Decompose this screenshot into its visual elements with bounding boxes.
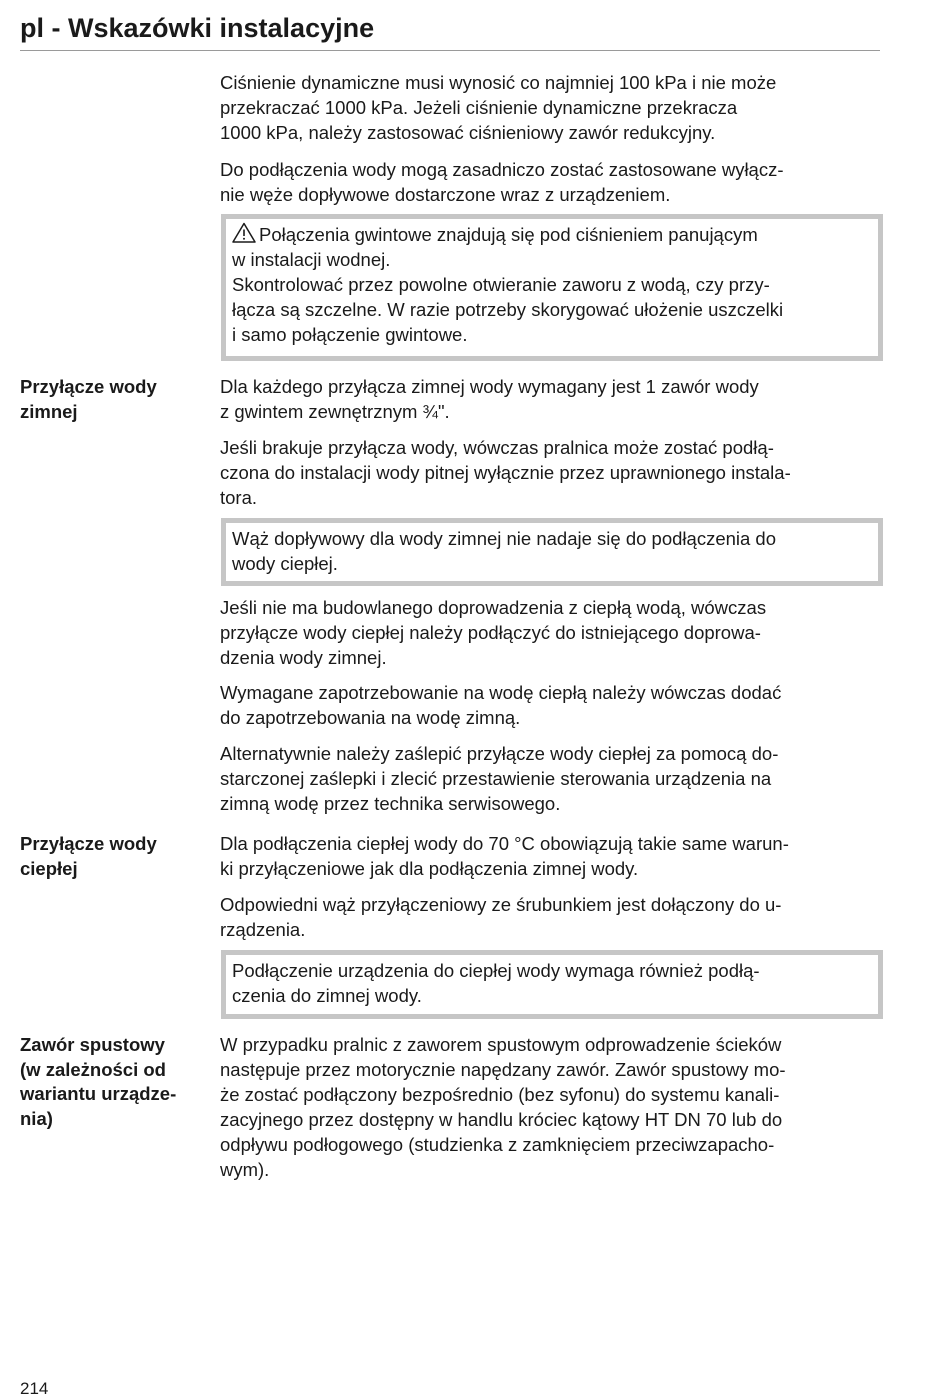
text-line: Przyłącze wody: [20, 833, 157, 854]
text-line: Odpowiedni wąż przyłączeniowy ze śrubunkiem jest dołączony do u-: [220, 894, 782, 915]
paragraph: [220, 831, 885, 881]
text-line: ki przyłączeniowe jak dla podłączenia zimnej wody.: [220, 858, 639, 879]
text-line: Jeśli brakuje przyłącza wody, wówczas pralnica może zostać podłą-: [220, 437, 774, 458]
text-line: starczonej zaślepki i zlecić przestawienie sterowania urządzenia na: [220, 768, 772, 789]
paragraph: [220, 741, 885, 816]
text-line: Wymagane zapotrzebowanie na wodę ciepłą należy wówczas dodać: [220, 682, 782, 703]
note-box: [221, 950, 883, 1019]
text-line: 1000 kPa, należy zastosować ciśnieniowy zawór redukcyjny.: [220, 122, 716, 143]
text-line: dzenia wody zimnej.: [220, 647, 387, 668]
text-line: zimną wodę przez technika serwisowego.: [220, 793, 561, 814]
section-heading-drain-valve: [20, 1033, 210, 1131]
paragraph: [220, 435, 885, 510]
text-line: łącza są szczelne. W razie potrzeby skorygować ułożenie uszczelki: [232, 299, 784, 320]
text-line: Ciśnienie dynamiczne musi wynosić co najmniej 100 kPa i nie może: [220, 72, 777, 93]
text-line: Dla każdego przyłącza zimnej wody wymagany jest 1 zawór wody: [220, 376, 759, 397]
text-line: w instalacji wodnej.: [232, 249, 391, 270]
paragraph: [220, 1032, 885, 1182]
text-line: czenia do zimnej wody.: [232, 985, 422, 1006]
text-line: wym).: [220, 1159, 270, 1180]
text-line: odpływu podłogowego (studzienka z zamknięciem przeciwzapacho-: [220, 1134, 775, 1155]
text-line: rządzenia.: [220, 919, 306, 940]
paragraph: [220, 595, 885, 670]
page-number: 214: [20, 1379, 49, 1398]
text-line: ciepłej: [20, 857, 78, 879]
page-title: pl - Wskazówki instalacyjne: [20, 13, 375, 43]
text-line: Zawór spustowy: [20, 1034, 165, 1055]
text-line: i samo połączenie gwintowe.: [232, 324, 468, 345]
text-line: przyłącze wody ciepłej należy podłączyć do istniejącego doprowa-: [220, 622, 761, 643]
paragraph: [220, 680, 885, 730]
paragraph: [220, 374, 885, 424]
text-line: Połączenia gwintowe znajdują się pod ciśnieniem panującym: [232, 222, 878, 247]
text-line: tora.: [220, 487, 258, 508]
paragraph: [220, 157, 885, 207]
text-line: czona do instalacji wody pitnej wyłącznie przez uprawnionego instala-: [220, 462, 791, 483]
text-line: przekraczać 1000 kPa. Jeżeli ciśnienie dynamiczne przekracza: [220, 97, 738, 118]
text-line: nia): [20, 1107, 53, 1129]
section-heading-hot-water: [20, 832, 210, 881]
text-line: wody ciepłej.: [232, 553, 338, 574]
note-box: [221, 518, 883, 586]
text-line: że zostać podłączony bezpośrednio (bez syfonu) do systemu kanali-: [220, 1084, 780, 1105]
text-line: Podłączenie urządzenia do ciepłej wody wymaga również podłą-: [232, 960, 760, 981]
text-line: Skontrolować przez powolne otwieranie zaworu z wodą, czy przy-: [232, 274, 770, 295]
text-line: z gwintem zewnętrznym ¾".: [220, 401, 450, 422]
text-line: do zapotrzebowania na wodę zimną.: [220, 707, 521, 728]
text-line: Przyłącze wody: [20, 376, 157, 397]
text-line: następuje przez motorycznie napędzany zawór. Zawór spustowy mo-: [220, 1059, 786, 1080]
warning-box: [221, 214, 883, 361]
page-header: [20, 10, 880, 51]
text-line: W przypadku pralnic z zaworem spustowym odprowadzenie ścieków: [220, 1034, 782, 1055]
text-line: nie węże dopływowe dostarczone wraz z urządzeniem.: [220, 184, 671, 205]
text-line: Alternatywnie należy zaślepić przyłącze wody ciepłej za pomocą do-: [220, 743, 779, 764]
text-line: Dla podłączenia ciepłej wody do 70 °C obowiązują takie same warun-: [220, 833, 789, 854]
text-line: wariantu urządze-: [20, 1083, 177, 1104]
paragraph: [220, 892, 885, 942]
text-line: zacyjnego przez dostępny w handlu króciec kątowy HT DN 70 lub do: [220, 1109, 783, 1130]
text-line: Wąż dopływowy dla wody zimnej nie nadaje się do podłączenia do: [232, 528, 777, 549]
text-line: Do podłączenia wody mogą zasadniczo zostać zastosowane wyłącz-: [220, 159, 784, 180]
paragraph: [220, 70, 885, 145]
text-line: zimnej: [20, 400, 78, 422]
warning-triangle-icon: [232, 222, 256, 243]
text-line: (w zależności od: [20, 1058, 166, 1080]
text-line: Jeśli nie ma budowlanego doprowadzenia z ciepłą wodą, wówczas: [220, 597, 767, 618]
section-heading-cold-water: [20, 375, 210, 424]
